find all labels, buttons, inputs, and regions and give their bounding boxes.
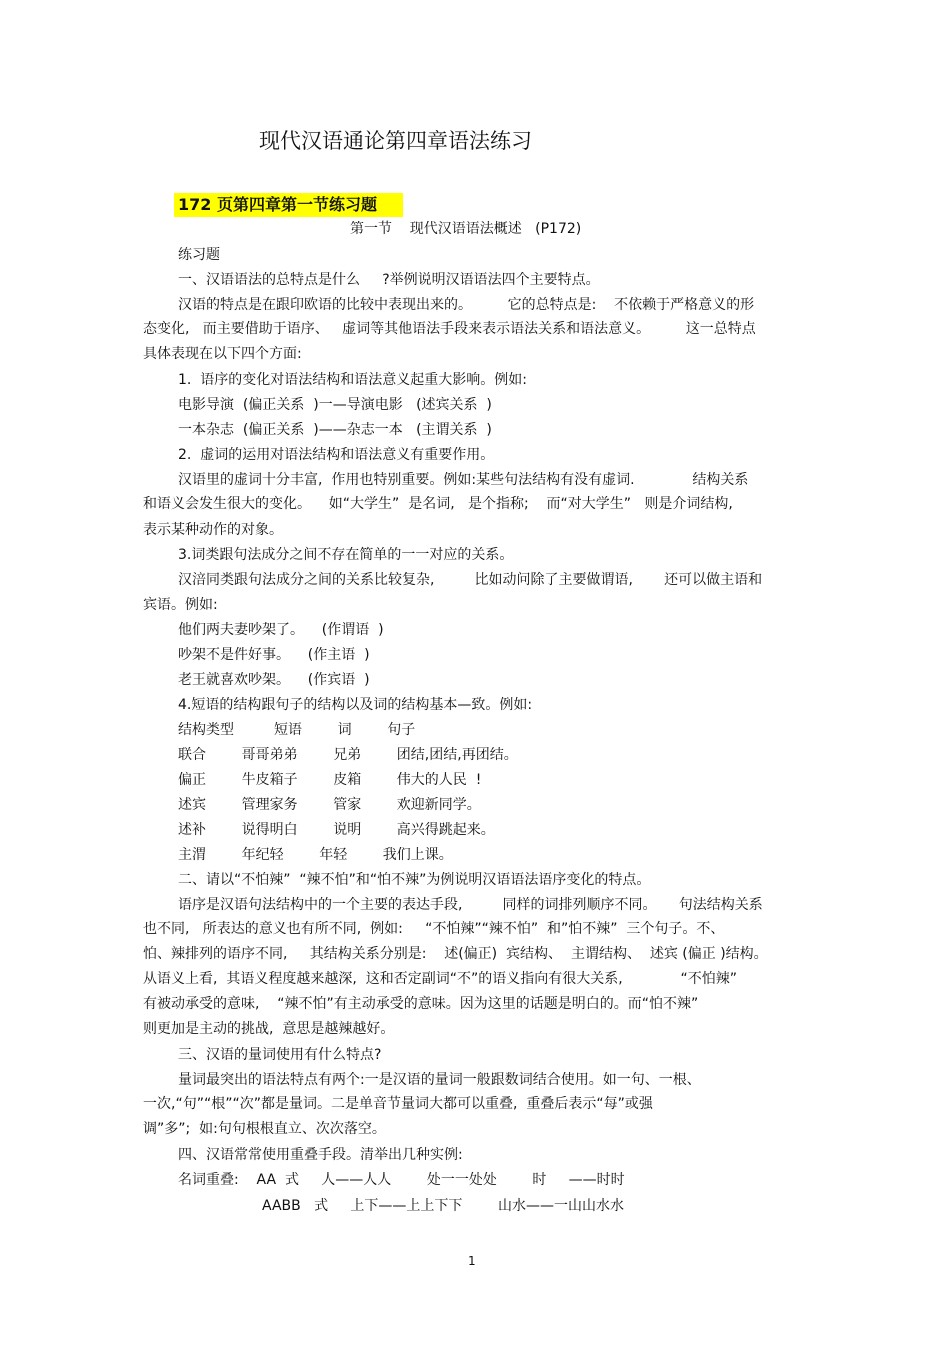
- example-line: 他们两夫妻吵架了。 (作谓语 ): [178, 622, 384, 638]
- paragraph-line: 语序是汉语句法结构中的一个主要的表达手段, 同样的词排列顺序不同。 句法结构关系: [178, 897, 763, 913]
- structure-table-row: 主渭 年纪轻 年轻 我们上课。: [178, 847, 453, 863]
- example-line: 老王就喜欢吵架。 (作宾语 ): [178, 672, 370, 688]
- paragraph-line: 具体表现在以下四个方面:: [143, 346, 302, 362]
- point-1: 1. 语序的变化对语法结构和语法意义起重大影响。例如:: [178, 372, 527, 388]
- question-3: 三、汉语的量词使用有什么特点?: [178, 1047, 382, 1063]
- structure-table-row: 述补 说得明白 说明 高兴得跳起来。: [178, 822, 495, 838]
- section-subtitle: 第一节 现代汉语语法概述 (P172): [350, 221, 582, 237]
- paragraph-line: 从语义上看, 其语义程度越来越深, 这和否定副词“不”的语义指向有很大关系, “不怕辣”: [143, 971, 738, 987]
- paragraph-line: 则更加是主动的挑战, 意思是越辣越好。: [143, 1021, 395, 1037]
- structure-table-row: 述宾 管理家务 管家 欢迎新同学。: [178, 797, 481, 813]
- example-line: 名词重叠: AA 式 人——人人 处一一处处 时 ——时时: [178, 1172, 625, 1188]
- document-title: 现代汉语通论第四章语法练习: [259, 129, 532, 153]
- paragraph-line: 一次,“句”“根”“次”都是量词。二是单音节量词大都可以重叠, 重叠后表示“每”或强: [143, 1096, 653, 1112]
- paragraph-line: 态变化, 而主要借助于语序、 虚词等其他语法手段来表示语法关系和语法意义。 这一总特点: [143, 321, 756, 337]
- structure-table-row: 偏正 牛皮箱子 皮箱 伟大的人民 !: [178, 772, 482, 788]
- point-4: 4.短语的结构跟句子的结构以及词的结构基本—致。例如:: [178, 697, 533, 713]
- section-heading-highlight: 172 页第四章第一节练习题: [178, 195, 377, 214]
- example-line: AABB 式 上下——上上下下 山水——一山山水水: [262, 1198, 624, 1214]
- question-2: 二、请以“不怕辣” “辣不怕”和“怕不辣”为例说明汉语语法语序变化的特点。: [178, 872, 651, 888]
- paragraph-line: 也不同, 所表达的意义也有所不同, 例如: “不怕辣”“辣不怕” 和”怕不辣” 三个句子。不、: [143, 921, 725, 937]
- paragraph-line: 汉语的特点是在跟印欧语的比较中表现出来的。 它的总特点是: 不依赖于严格意义的形: [178, 297, 755, 313]
- page-number: 1: [468, 1254, 476, 1268]
- paragraph-line: 汉语里的虚词十分丰富, 作用也特别重要。例如:某些句法结构有没有虚词. 结构关系: [178, 472, 749, 488]
- structure-table-header: 结构类型 短语 词 句子: [178, 722, 416, 738]
- example-line: 吵架不是件好事。 (作主语 ): [178, 647, 370, 663]
- paragraph-line: 量词最突出的语法特点有两个:一是汉语的量词一般跟数词结合使用。如一句、一根、: [178, 1072, 701, 1088]
- structure-table-row: 联合 哥哥弟弟 兄弟 团结,团结,再团结。: [178, 747, 518, 763]
- example-line: 电影导演 (偏正关系 )一—导演电影 (述宾关系 ): [178, 397, 492, 413]
- paragraph-line: 表示某种动作的对象。: [143, 522, 283, 538]
- paragraph-line: 调”多”; 如:句句根根直立、次次落空。: [143, 1121, 386, 1137]
- exercise-label: 练习题: [178, 247, 220, 263]
- question-1: 一、汉语语法的总特点是什么 ?举例说明汉语语法四个主要特点。: [178, 272, 600, 288]
- question-4: 四、汉语常常使用重叠手段。清举出几种实例:: [178, 1147, 463, 1163]
- paragraph-line: 汉涪同类跟句法成分之间的关系比较复杂, 比如动问除了主要做谓语, 还可以做主语和: [178, 572, 763, 588]
- paragraph-line: 有被动承受的意味, “辣不怕”有主动承受的意味。因为这里的话题是明白的。而“怕不辣”: [143, 996, 699, 1012]
- point-3: 3.词类跟句法成分之间不存在简单的一一对应的关系。: [178, 547, 514, 563]
- point-2: 2. 虚词的运用对语法结构和语法意义有重要作用。: [178, 447, 495, 463]
- example-line: 一本杂志 (偏正关系 )——杂志一本 (主谓关系 ): [178, 422, 492, 438]
- paragraph-line: 和语义会发生很大的变化。 如“大学生” 是名词, 是个指称; 而“对大学生” 则是介词结构,: [143, 496, 733, 512]
- paragraph-line: 宾语。例如:: [143, 597, 218, 613]
- paragraph-line: 怕、辣排列的语序不同, 其结构关系分别是: 述(偏正) 宾结构、 主谓结构、 述宾 (偏正 )结构。: [143, 946, 768, 962]
